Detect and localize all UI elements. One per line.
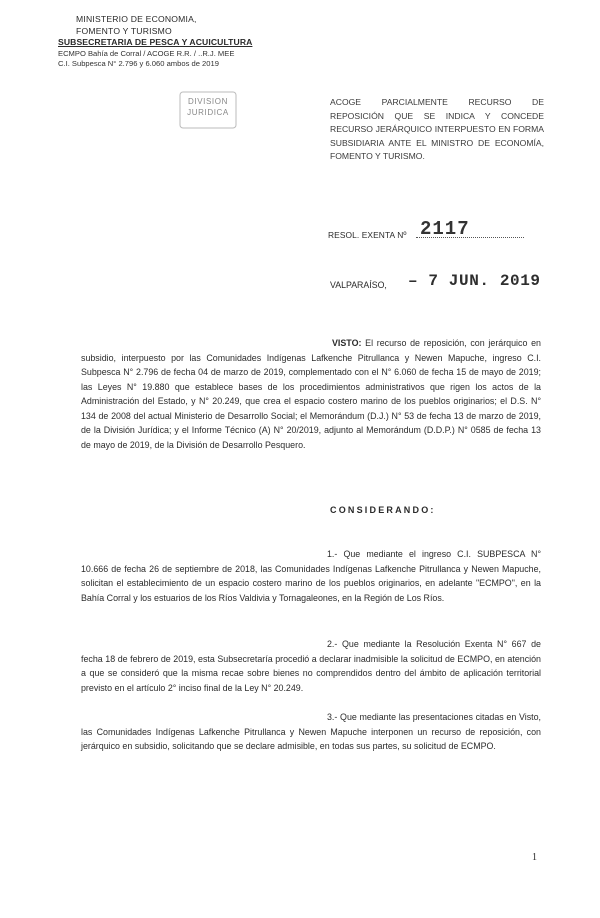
considerando-heading: CONSIDERANDO: — [330, 505, 436, 515]
ministry-line-1: MINISTERIO DE ECONOMIA, — [76, 14, 197, 24]
visto-label: VISTO: — [332, 338, 362, 348]
reference-line-2: C.I. Subpesca N° 2.796 y 6.060 ambos de 2019 — [58, 58, 219, 68]
page-number: 1 — [532, 852, 537, 863]
considerando-paragraph-2: 2.- Que mediante la Resolución Exenta N° 667 de fecha 18 de febrero de 2019, esta Subsecretaría procedió a declarar inadmisible la solicitud de ECMPO, en atención a que se consideró que la misma recae sobre bienes no comprendidos dentro del ámbito de aplicación territorial previsto en el artículo 2° inciso final de la Ley N° 20.249. — [81, 639, 541, 693]
stamp-line-2: JURIDICA — [187, 108, 229, 117]
resolution-subject: ACOGE PARCIALMENTE RECURSO DE REPOSICIÓN QUE SE INDICA Y CONCEDE RECURSO JERÁRQUICO INTERPUESTO EN FORMA SUBSIDIARIA ANTE EL MINISTRO DE ECONOMÍA, FOMENTO Y TURISMO. — [330, 97, 544, 162]
visto-section — [81, 336, 541, 452]
considerando-item-3 — [81, 710, 541, 754]
date-block — [330, 272, 570, 296]
division-juridica-stamp — [178, 90, 238, 130]
resolution-number-block — [328, 218, 568, 244]
visto-text: El recurso de reposición, con jerárquico en subsidio, interpuesto por las Comunidades Indígenas Lafkenche Pitrullanca y Newen Mapuche, ingreso C.I. Subpesca N° 2.796 de fecha 04 de marzo de 2019, complementado con el N° 6.060 de fecha 15 de mayo de 2019; las Leyes N° 19.880 que establece bases de los procedimientos administrativos que rigen los actos de la Administración del Estado, y N° 20.249, que crea el espacio costero marino de los pueblos originarios; el D.S. N° 134 de 2008 del actual Ministerio de Desarrollo Social; el Memorándum (D.J.) N° 53 de fecha 13 de marzo de 2019, de la División Jurídica; y el Informe Técnico (A) N° 20/2019, adjunto al Memorándum (D.D.P.) N° 0585 de fecha 13 de mayo de 2019, de la División de Desarrollo Pesquero. — [81, 338, 541, 450]
subsecretaria-title: SUBSECRETARIA DE PESCA Y ACUICULTURA — [58, 37, 253, 48]
resolution-number: 2117 — [420, 218, 470, 240]
resolution-label: RESOL. EXENTA Nº — [328, 230, 407, 240]
ministry-line-2: FOMENTO Y TURISMO — [76, 25, 172, 36]
date-stamp: – 7 JUN. 2019 — [408, 272, 541, 290]
stamp-line-1: DIVISION — [188, 97, 228, 106]
considerando-item-2 — [81, 637, 541, 695]
visto-paragraph — [81, 336, 541, 452]
considerando-paragraph-1: 1.- Que mediante el ingreso C.I. SUBPESCA N° 10.666 de fecha 26 de septiembre de 2018, las Comunidades Indígenas Lafkenche Pitrullanca y Newen Mapuche, solicitan el establecimiento de un espacio costero marino de los pueblos originarios, en adelante "ECMPO", en la Bahía Corral y los estuarios de los Ríos Valdivia y Tornagaleones, en la Región de Los Ríos. — [81, 549, 541, 603]
letterhead — [58, 14, 278, 69]
reference-line-1: ECMPO Bahía de Corral / ACOGE R.R. / ..R.J. MEE — [58, 48, 235, 58]
considerando-paragraph-3: 3.- Que mediante las presentaciones citadas en Visto, las Comunidades Indígenas Lafkenche Pitrullanca y Newen Mapuche interponen un recurso de reposición, con jerárquico en subsidio, solicitando que se declare admisible, en todas sus partes, su solicitud de ECMPO. — [81, 712, 541, 751]
considerando-item-1 — [81, 547, 541, 605]
date-city: VALPARAÍSO, — [330, 280, 387, 290]
